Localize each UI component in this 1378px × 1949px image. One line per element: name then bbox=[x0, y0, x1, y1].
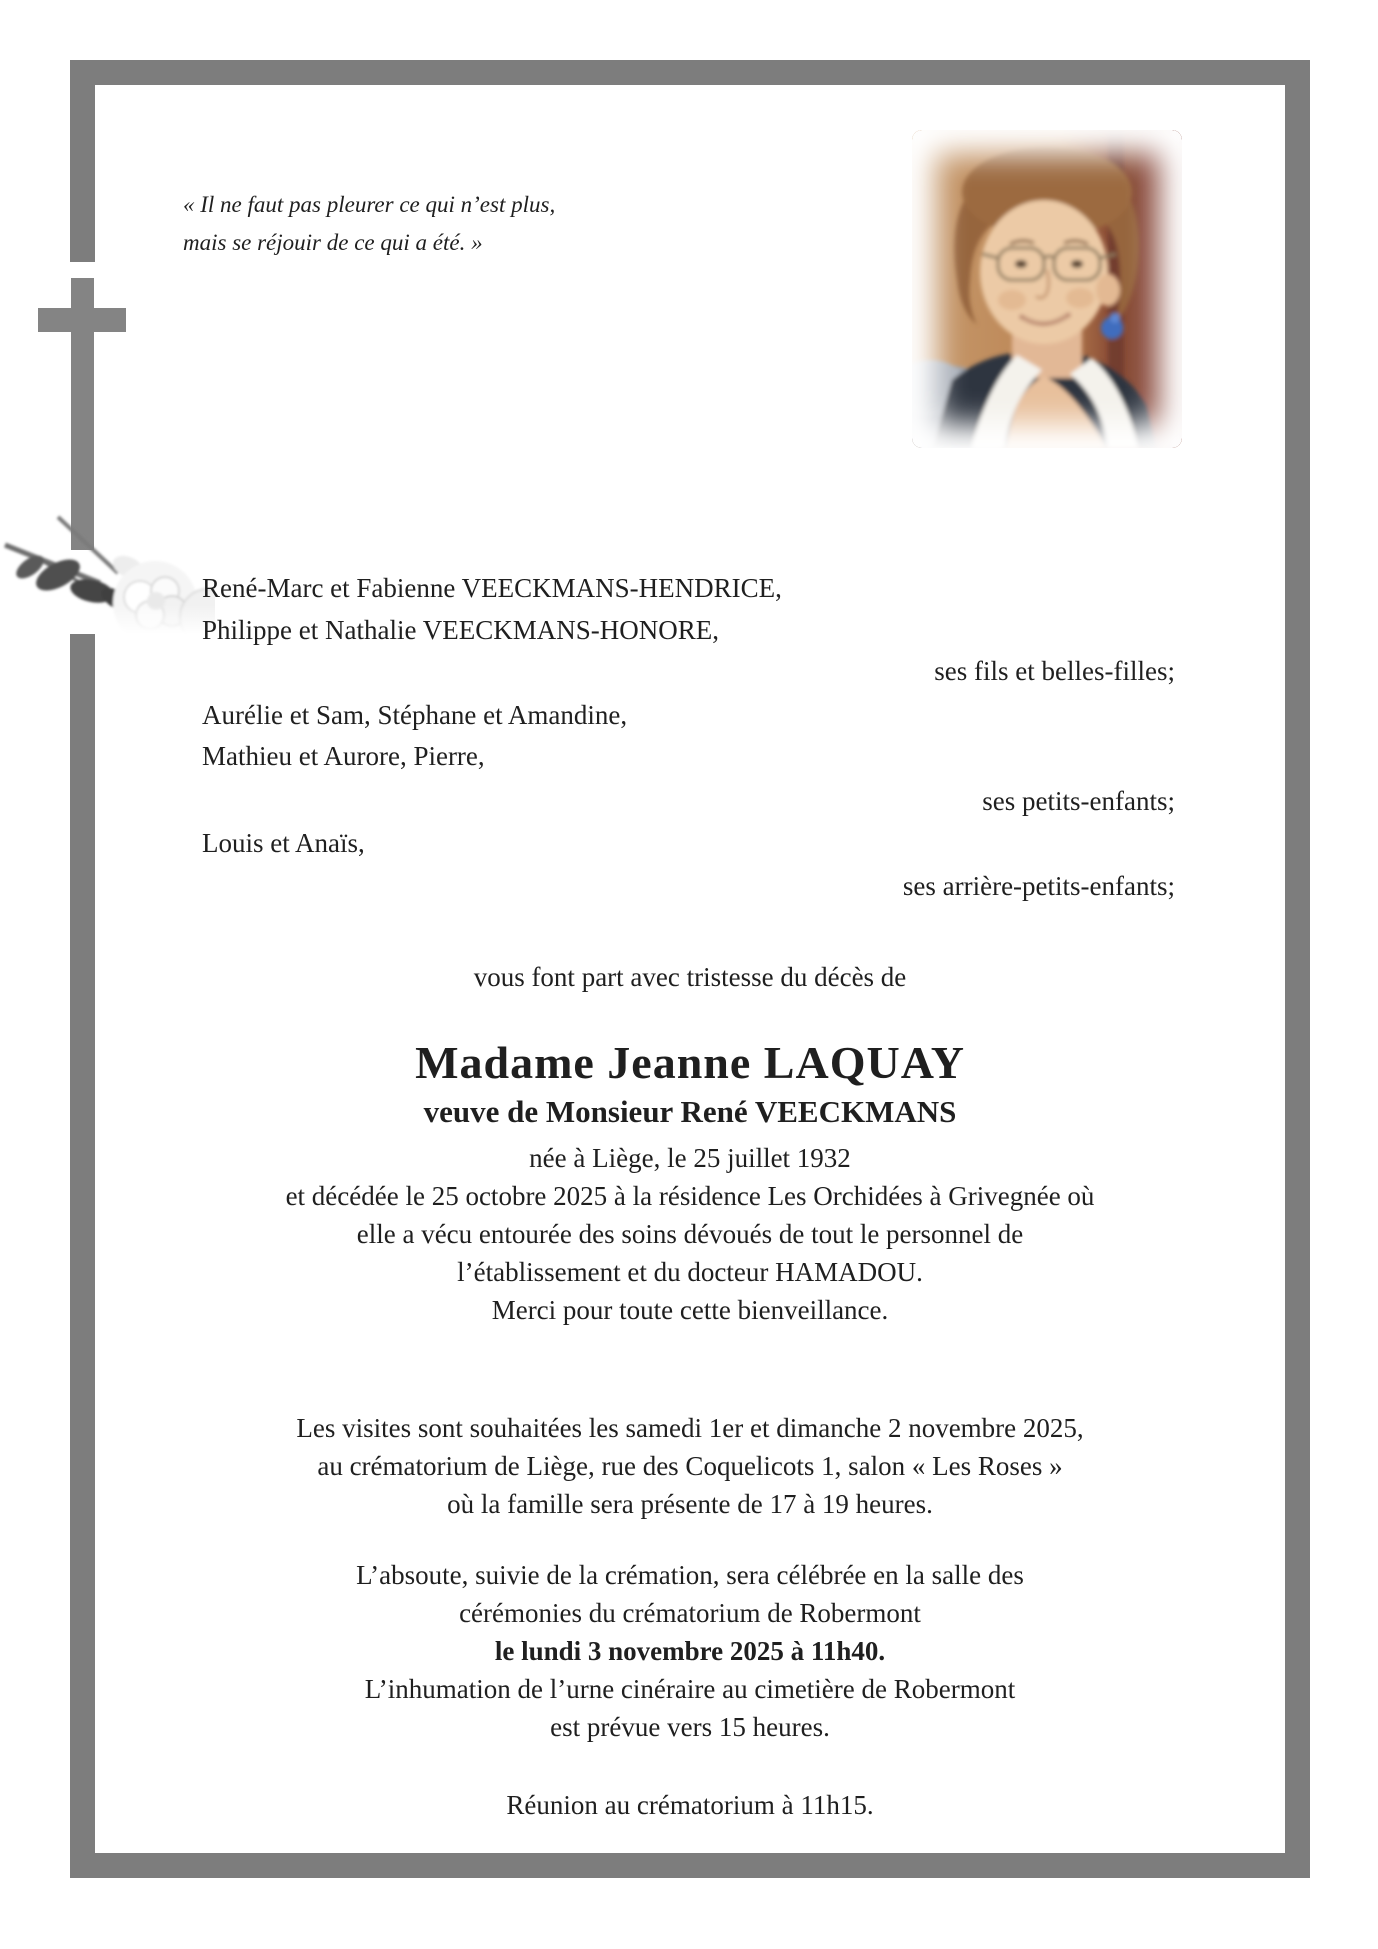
family-member-line: Philippe et Nathalie VEECKMANS-HONORE, bbox=[202, 615, 719, 645]
announcement-intro: vous font part avec tristesse du décès de bbox=[473, 962, 907, 992]
ceremony-datetime: le lundi 3 novembre 2025 à 11h40. bbox=[494, 1636, 886, 1666]
designation-grandchildren: ses petits-enfants; bbox=[982, 786, 1175, 816]
death-line: Merci pour toute cette bienveillance. bbox=[491, 1295, 889, 1325]
ceremony-line: cérémonies du crématorium de Robermont bbox=[459, 1598, 921, 1628]
ceremony-line: est prévue vers 15 heures. bbox=[550, 1712, 830, 1742]
visits-line: au crématorium de Liège, rue des Coquelicots 1, salon « Les Roses » bbox=[317, 1451, 1063, 1481]
portrait-photo bbox=[912, 130, 1182, 448]
widow-line: veuve de Monsieur René VEECKMANS bbox=[423, 1094, 957, 1129]
family-member-line: Louis et Anaïs, bbox=[202, 828, 365, 858]
epitaph-quote bbox=[183, 186, 555, 262]
cross-icon bbox=[38, 308, 126, 332]
ceremony-line: L’absoute, suivie de la crémation, sera célébrée en la salle des bbox=[356, 1560, 1024, 1590]
ceremony-line: L’inhumation de l’urne cinéraire au cimetière de Robermont bbox=[364, 1674, 1016, 1704]
quote-line: « Il ne faut pas pleurer ce qui n’est plus, bbox=[183, 192, 556, 217]
quote-line: mais se réjouir de ce qui a été. » bbox=[183, 230, 483, 255]
family-member-line: René-Marc et Fabienne VEECKMANS-HENDRICE, bbox=[202, 573, 782, 603]
death-line: elle a vécu entourée des soins dévoués de tout le personnel de bbox=[356, 1219, 1024, 1249]
family-member-line: Aurélie et Sam, Stéphane et Amandine, bbox=[202, 700, 628, 730]
death-line: et décédée le 25 octobre 2025 à la résidence Les Orchidées à Grivegnée où bbox=[285, 1181, 1095, 1211]
visits-line: Les visites sont souhaitées les samedi 1er et dimanche 2 novembre 2025, bbox=[296, 1413, 1084, 1443]
designation-sons: ses fils et belles-filles; bbox=[934, 656, 1175, 686]
deceased-name: Madame Jeanne LAQUAY bbox=[415, 1037, 965, 1088]
meeting-line: Réunion au crématorium à 11h15. bbox=[506, 1790, 874, 1820]
white-roses-image bbox=[0, 505, 215, 634]
designation-great-grandchildren: ses arrière-petits-enfants; bbox=[902, 871, 1175, 901]
birth-line: née à Liège, le 25 juillet 1932 bbox=[529, 1143, 851, 1173]
death-line: l’établissement et du docteur HAMADOU. bbox=[457, 1257, 923, 1287]
family-member-line: Mathieu et Aurore, Pierre, bbox=[202, 741, 485, 771]
cross-and-roses-image bbox=[0, 262, 215, 634]
visits-line: où la famille sera présente de 17 à 19 heures. bbox=[447, 1489, 933, 1519]
